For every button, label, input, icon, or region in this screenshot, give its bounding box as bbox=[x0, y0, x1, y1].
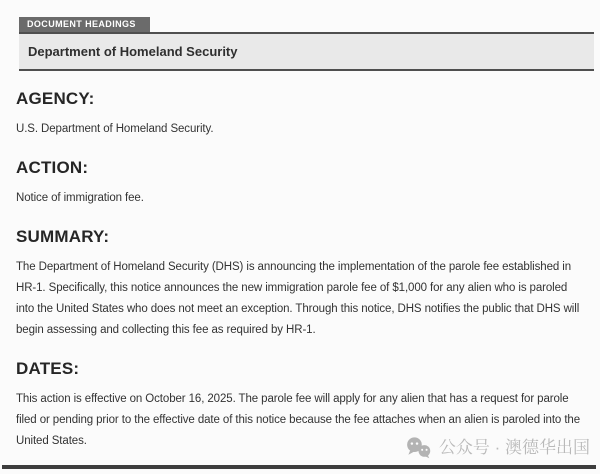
agency-heading-bar[interactable]: Department of Homeland Security bbox=[19, 32, 594, 71]
section-summary bbox=[16, 227, 587, 341]
wechat-icon bbox=[405, 437, 432, 459]
summary-section-body: The Department of Homeland Security (DHS) is announcing the implementation of the parole fee established in HR-1. Specifically, this notice announces the new immigration parole fee of $1,000 for any alien who is paroled into the United States who does not meet an exception. Through this notice, DHS notifies the public that DHS will begin assessing and collecting this fee as required by HR-1. bbox=[16, 261, 580, 336]
document-headings-tab: DOCUMENT HEADINGS bbox=[19, 17, 150, 32]
document-body bbox=[16, 89, 587, 452]
watermark-text: 公众号 · 澳德华出国 bbox=[438, 438, 590, 457]
section-agency bbox=[16, 89, 587, 140]
agency-section-label: AGENCY: bbox=[16, 89, 95, 108]
watermark bbox=[405, 437, 590, 459]
summary-section-label: SUMMARY: bbox=[16, 227, 110, 246]
dates-section-label: DATES: bbox=[16, 359, 80, 378]
action-section-body: Notice of immigration fee. bbox=[16, 192, 144, 204]
bottom-divider bbox=[2, 465, 596, 469]
dates-section-body: This action is effective on October 16, 2025. The parole fee will apply for any alien that has a request for parole filed or pending prior to the effective date of this notice because the fee attaches when an alien is paroled into the United States. bbox=[16, 393, 581, 447]
document-page bbox=[0, 14, 600, 457]
document-headings-panel bbox=[19, 14, 594, 71]
action-section-label: ACTION: bbox=[16, 158, 89, 177]
agency-section-body: U.S. Department of Homeland Security. bbox=[16, 123, 214, 135]
section-action bbox=[16, 158, 587, 209]
